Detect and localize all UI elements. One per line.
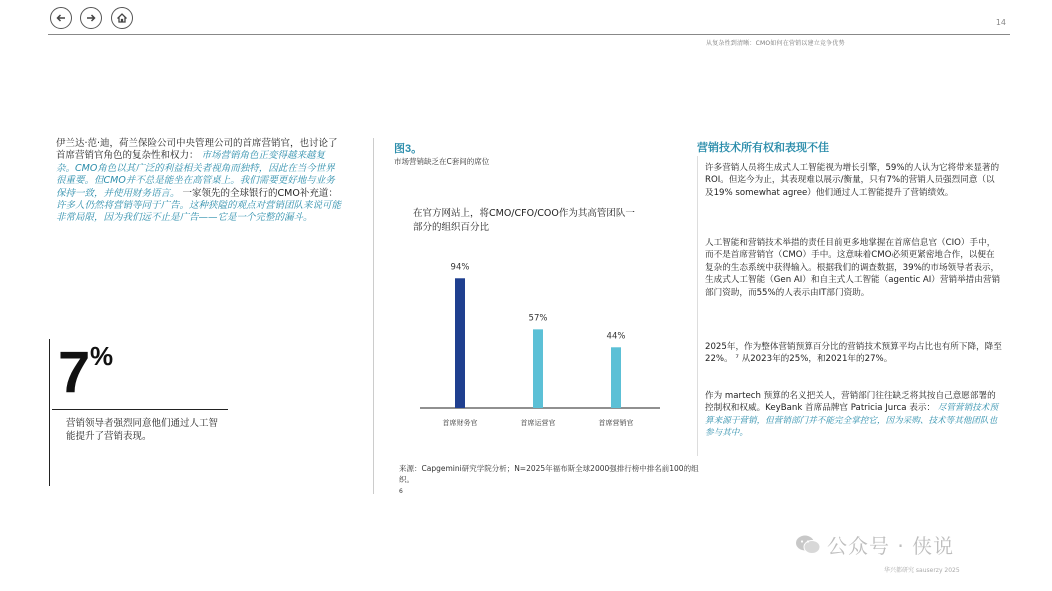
quote-bank-cmo: 许多人仍然将营销等同于广告。这种狭隘的观点对营销团队来说可能非常局限，因为我们远不止是广告——它是一个完整的漏斗。 — [56, 200, 342, 224]
left-column — [56, 138, 344, 225]
category-label-1: 首席财务官 — [442, 419, 478, 427]
bar-value-label-3: 44% — [606, 331, 626, 342]
paragraph-2: 人工智能和营销技术举措的责任目前更多地掌握在首席信息官（CIO）手中，而不是首席营销官（CMO）手中。这意味着CMO必须更紧密地合作，以便在复杂的生态系统中获得输入。根据我们的调查数据，39%的市场领导者表示，生成式人工智能（Gen AI）和自主式人工智能（agentic AI）营销举措由营销部门资助，而55%的人表示由IT部门资助。 — [705, 238, 1001, 298]
quote-cmo-insurance: 市场营销角色正变得越来越复杂。CMO角色以其广泛的利益相关者视角而独特，因此在当今世界很重要。但CMO并不总是能坐在高管桌上。我们需要更好地与业务保持一致，并使用财务语言。 — [56, 150, 335, 199]
middle-divider — [373, 138, 374, 494]
section-title: 营销技术所有权和表现不佳 — [697, 142, 829, 154]
stat-percent-symbol: % — [90, 341, 114, 371]
paragraph-1: 许多营销人员将生成式人工智能视为增长引擎，59%的人认为它将带来显著的ROI。但迄今为止，其表现难以展示/衡量，只有7%的营销人员强烈同意（以及19% somewhat agree）他们通过人工智能提升了营销绩效。 — [705, 163, 1000, 198]
stat-description: 营销领导者强烈同意他们通过人工智能提升了营销表现。 — [66, 418, 219, 442]
wechat-icon — [795, 534, 821, 556]
quote-keybank: 尽管营销技术预算来源于营销，但营销部门并不能完全掌控它，因为采购、技术等其他团队也参与其中。 — [705, 403, 998, 439]
bar-value-label-1: 94% — [450, 262, 470, 273]
watermark-subtext: 华兴都研究 sauserzy 2025 — [884, 567, 960, 574]
bar-chart — [420, 248, 660, 438]
bar-1 — [455, 278, 465, 408]
paragraph-4-intro: 作为 martech 预算的名义把关人，营销部门往往缺乏将其按自己意愿部署的控制权和权威。KeyBank 首席品牌官 Patricia Jurca 表示： — [705, 391, 996, 414]
source-text: 来源：Capgemini研究学院分析；N=2025年福布斯全球2000强排行榜中排名前100的组织。 — [399, 464, 699, 484]
bar-2 — [533, 329, 543, 408]
paragraph-4 — [705, 390, 1003, 440]
home-icon — [116, 12, 128, 24]
forward-icon — [85, 12, 97, 24]
intro-text: 伊兰达·范·迪，荷兰保险公司中央管理公司的首席营销官，也讨论了首席营销官角色的复杂性和权力： — [56, 138, 338, 162]
paragraph-3: 2025年，作为整体营销预算百分比的营销技术预算平均占比也有所下降，降至22%。 ⁷ 从2023年的25%，和2021年的27%。 — [705, 342, 1002, 365]
figure-subtitle: 市场营销缺乏在C套间的席位 — [394, 157, 490, 166]
forward-button[interactable] — [80, 7, 102, 29]
bar-3 — [611, 347, 621, 408]
back-button[interactable] — [50, 7, 72, 29]
chart-title: 在官方网站上，将CMO/CFO/COO作为其高管团队一部分的组织百分比 — [413, 208, 635, 233]
bar-value-label-2: 57% — [528, 313, 548, 324]
stat-divider-vertical — [49, 339, 50, 486]
page-number: 14 — [995, 18, 1006, 27]
header-rule — [48, 34, 1010, 35]
stat-divider-horizontal — [52, 409, 228, 410]
watermark — [795, 530, 954, 559]
stat-number: 7 — [58, 340, 89, 405]
right-divider — [697, 156, 698, 456]
watermark-text: 公众号 · 侠说 — [827, 534, 955, 558]
connector-text: 一家领先的全球银行的CMO补充道： — [182, 187, 338, 199]
breadcrumb: 从复杂性到清晰：CMO如何在营销以建立竞争优势 — [706, 40, 845, 47]
category-label-2: 首席运营官 — [520, 419, 556, 427]
figure-label: 图3。 — [394, 143, 423, 155]
category-label-3: 首席营销官 — [598, 419, 634, 427]
back-icon — [55, 12, 67, 24]
source-footnote: 6 — [399, 488, 403, 495]
home-button[interactable] — [111, 7, 133, 29]
chart-source — [399, 463, 699, 497]
